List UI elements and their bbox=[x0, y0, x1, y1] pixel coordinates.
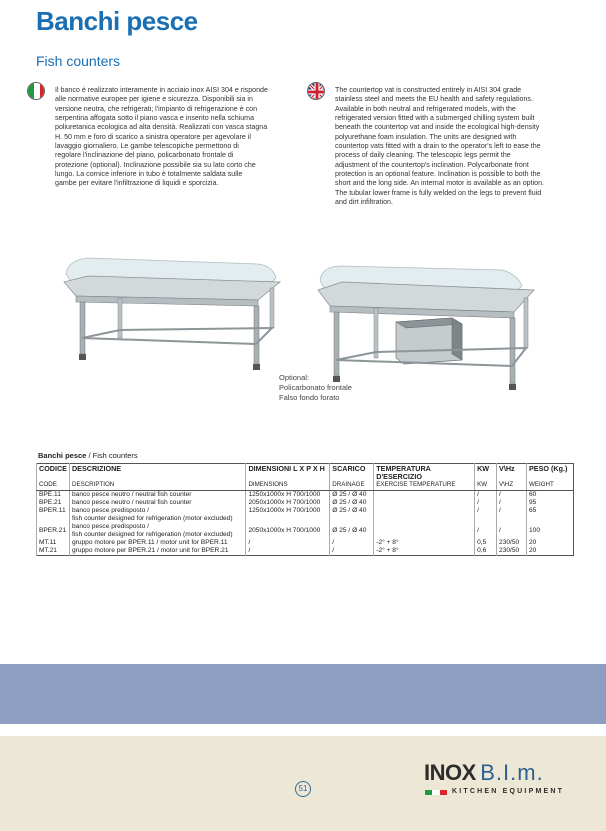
cell-vhz: / bbox=[497, 491, 527, 500]
cell-description: gruppo motore per BPER.11 / motor unit for BPER.11 bbox=[69, 539, 245, 547]
cell-temperature bbox=[374, 499, 475, 507]
cell-code: BPE.21 bbox=[37, 499, 70, 507]
col-subheader-kw: KW bbox=[475, 481, 497, 491]
col-header-weight: PESO (Kg.) bbox=[527, 464, 574, 482]
cell-dimensions: 2050x1000x H 700/1000 bbox=[246, 523, 330, 539]
description-english: The countertop vat is constructed entirely in AISI 304 grade stainless steel and meets the EU health and safety regulations. Available in both neutral and refrigerated models, with the refrigerated version fitted with a submerged chilling system built beneath the countertop vat and inside the ecological high-density polyurethane foam insulation. The units are designed with countertop vats fitted with a drain to the operator's left to ease the process of daily cleaning. The telescopic legs permit the adjustment of the countertop's inclination. Polycarbonate front protection is an optional feature. Inclination is possible to both the short and the long side. An internal motor is available as an option. The tubular lower frame is fully welded on the legs to prevent fluid and dirt infiltration. bbox=[335, 86, 545, 207]
table-caption-bold: Banchi pesce bbox=[38, 451, 87, 460]
cell-code: BPE.11 bbox=[37, 491, 70, 500]
page-footer bbox=[0, 736, 606, 831]
cell-dimensions: 2050x1000x H 700/1000 bbox=[246, 499, 330, 507]
cell-code: MT.11 bbox=[37, 539, 70, 547]
cell-dimensions: / bbox=[246, 539, 330, 547]
table-caption bbox=[38, 451, 138, 460]
cell-description bbox=[69, 523, 245, 539]
brand-name-accent: B.I.m. bbox=[480, 760, 544, 785]
italy-flag-stripe-icon bbox=[425, 790, 447, 795]
fish-counter-neutral-image bbox=[58, 252, 288, 372]
page-title: Banchi pesce bbox=[36, 6, 198, 36]
cell-kw: / bbox=[475, 491, 497, 500]
cell-drainage: Ø 25 / Ø 40 bbox=[330, 507, 374, 523]
cell-drainage: / bbox=[330, 539, 374, 547]
col-header-code: CODICE bbox=[37, 464, 70, 482]
cell-weight: 20 bbox=[527, 539, 574, 547]
optional-note-item: Policarbonato frontale bbox=[279, 383, 352, 392]
col-subheader-code: CODE bbox=[37, 481, 70, 491]
col-subheader-temperature: EXERCISE TEMPERATURE bbox=[374, 481, 475, 491]
cell-vhz: 230/50 bbox=[497, 547, 527, 556]
cell-code: BPER.11 bbox=[37, 507, 70, 523]
cell-temperature: -2° + 8° bbox=[374, 547, 475, 556]
cell-weight: 65 bbox=[527, 507, 574, 523]
cell-description: banco pesce neutro / neutral fish counter bbox=[69, 499, 245, 507]
cell-kw: 0,6 bbox=[475, 547, 497, 556]
table-row bbox=[37, 507, 574, 523]
cell-kw: 0,5 bbox=[475, 539, 497, 547]
optional-note-heading: Optional: bbox=[279, 373, 310, 382]
col-subheader-dimensions: DIMENSIONS bbox=[246, 481, 330, 491]
table-header-row bbox=[37, 464, 574, 482]
cell-kw: / bbox=[475, 523, 497, 539]
cell-vhz: / bbox=[497, 507, 527, 523]
cell-code: MT.21 bbox=[37, 547, 70, 556]
cell-vhz: / bbox=[497, 523, 527, 539]
cell-temperature bbox=[374, 507, 475, 523]
cell-weight: 95 bbox=[527, 499, 574, 507]
cell-drainage: Ø 25 / Ø 40 bbox=[330, 499, 374, 507]
cell-description-line1: banco pesce predisposto / bbox=[71, 507, 149, 514]
table-header-row-en bbox=[37, 481, 574, 491]
col-subheader-description: DESCRIPTION bbox=[69, 481, 245, 491]
cell-kw: / bbox=[475, 507, 497, 523]
page-subtitle: Fish counters bbox=[36, 53, 121, 69]
cell-description-line2: fish counter designed for refrigeration (motor excluded) bbox=[71, 531, 233, 538]
table-row bbox=[37, 499, 574, 507]
cell-kw: / bbox=[475, 499, 497, 507]
table-row bbox=[37, 547, 574, 556]
cell-dimensions: 1250x1000x H 700/1000 bbox=[246, 507, 330, 523]
decorative-band bbox=[0, 664, 606, 724]
cell-weight: 100 bbox=[527, 523, 574, 539]
cell-description: banco pesce neutro / neutral fish counter bbox=[69, 491, 245, 500]
cell-temperature bbox=[374, 523, 475, 539]
cell-vhz: / bbox=[497, 499, 527, 507]
cell-drainage: Ø 25 / Ø 40 bbox=[330, 523, 374, 539]
cell-dimensions: / bbox=[246, 547, 330, 556]
col-header-dimensions: DIMENSIONI L X P X H bbox=[246, 464, 330, 482]
brand-logo bbox=[424, 760, 565, 795]
brand-name: INOX bbox=[424, 760, 476, 785]
table-row bbox=[37, 539, 574, 547]
table-row bbox=[37, 523, 574, 539]
cell-description bbox=[69, 507, 245, 523]
col-header-kw: KW bbox=[475, 464, 497, 482]
col-subheader-drainage: DRAINAGE bbox=[330, 481, 374, 491]
cell-weight: 60 bbox=[527, 491, 574, 500]
table-row bbox=[37, 491, 574, 500]
cell-temperature bbox=[374, 491, 475, 500]
cell-weight: 20 bbox=[527, 547, 574, 556]
brand-tagline: KITCHEN EQUIPMENT bbox=[452, 788, 565, 795]
cell-description: gruppo motore per BPER.21 / motor unit for BPER.21 bbox=[69, 547, 245, 556]
cell-drainage: / bbox=[330, 547, 374, 556]
optional-note-item: Falso fondo forato bbox=[279, 393, 340, 402]
col-subheader-weight: WEIGHT bbox=[527, 481, 574, 491]
cell-vhz: 230/50 bbox=[497, 539, 527, 547]
col-header-temperature: TEMPERATURA D'ESERCIZIO bbox=[374, 464, 475, 482]
cell-drainage: Ø 25 / Ø 40 bbox=[330, 491, 374, 500]
table-caption-rest: / Fish counters bbox=[86, 451, 138, 460]
cell-temperature: -2° + 8° bbox=[374, 539, 475, 547]
cell-description-line2: fish counter designed for refrigeration (motor excluded) bbox=[71, 515, 233, 522]
cell-description-line1: banco pesce predisposto / bbox=[71, 523, 149, 530]
uk-flag-icon bbox=[307, 82, 325, 100]
col-header-vhz: V\Hz bbox=[497, 464, 527, 482]
spec-table bbox=[36, 463, 574, 556]
col-header-drainage: SCARICO bbox=[330, 464, 374, 482]
col-subheader-vhz: V\HZ bbox=[497, 481, 527, 491]
cell-code: BPER.21 bbox=[37, 523, 70, 539]
optional-note bbox=[279, 373, 352, 403]
cell-dimensions: 1250x1000x H 700/1000 bbox=[246, 491, 330, 500]
description-italian: Il banco è realizzato interamente in acciaio inox AISI 304 e risponde alle normative europee per igiene e sicurezza. Disponibili sia in versione neutra, che refrigerati; l'impianto di refrigerazione è con serpentina affogata sotto il piano vasca e inserito nella schiuma poliuretanica ecologica ad alta densità. Realizzati con vasca stagna H. 50 mm e foro di scarico a sinistra operatore per agevolare il lavaggio giornaliero. Le gambe telescopiche permettono di regolare l'inclinazione del piano, policarbonato frontale di protezione (optional). Inclinazione possibile sia su lato corto che lungo. La cornice inferiore in tubo è totalmente saldata sulle gambe per evitare l'infiltrazione di liquidi e sporcizia. bbox=[55, 86, 268, 188]
col-header-description: DESCRIZIONE bbox=[69, 464, 245, 482]
page-number: 51 bbox=[295, 781, 311, 797]
italy-flag-icon bbox=[27, 82, 45, 100]
